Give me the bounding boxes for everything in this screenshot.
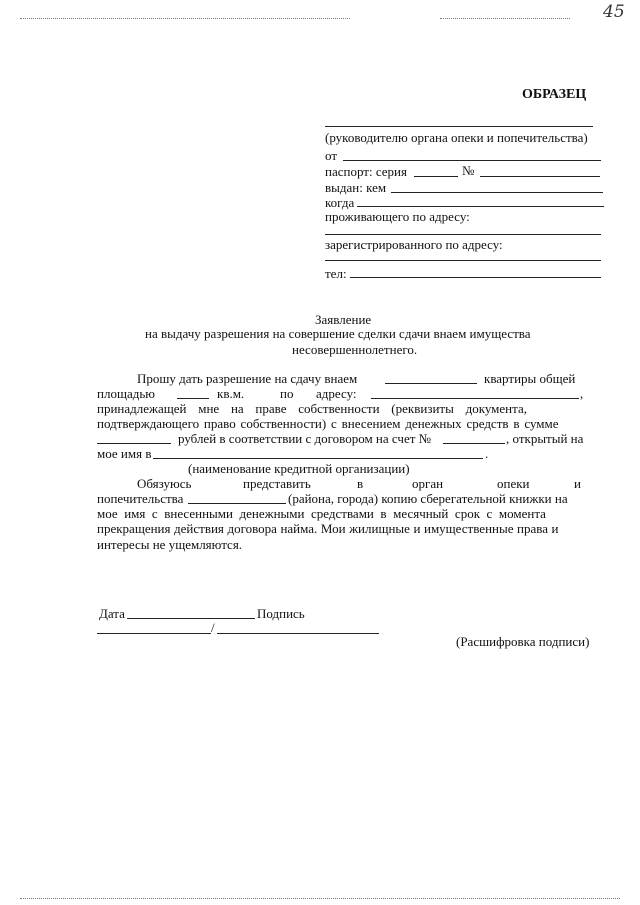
when-field (357, 206, 604, 207)
residing-address-label: проживающего по адресу: (325, 209, 470, 224)
area-label: площадью (97, 386, 155, 401)
document-title: Заявление (315, 312, 372, 327)
scan-artifact-top-right (440, 18, 570, 19)
bank-caption: (наименование кредитной организации) (188, 461, 410, 476)
signature-label: Подпись (257, 606, 305, 621)
document-subtitle-cont: несовершеннолетнего. (292, 342, 418, 357)
scan-artifact-top (20, 18, 350, 19)
signature-decode-caption: (Расшифровка подписи) (456, 634, 590, 649)
passport-label: паспорт: серия (325, 164, 407, 179)
area-field (177, 398, 209, 399)
obligation-word: орган (412, 476, 444, 491)
recipient-caption: (руководителю органа опеки и попечительства) (325, 130, 588, 145)
ownership-text: принадлежащей мне на праве собственности (реквизиты документа, (97, 401, 527, 416)
address-label: адресу: (316, 386, 357, 401)
guardianship-label: попечительства (97, 491, 184, 506)
passport-number-sign: № (462, 163, 475, 178)
district-field (188, 503, 286, 504)
obligation-text: прекращения действия договора найма. Мои жилищные и имущественные права и (97, 521, 559, 536)
when-label: когда (325, 195, 355, 210)
issued-by-label: выдан: кем (325, 180, 387, 195)
issued-by-field (391, 192, 603, 193)
signature-field (97, 633, 211, 634)
obligation-word: представить (243, 476, 311, 491)
from-field (343, 160, 601, 161)
signature-decode-field (217, 633, 379, 634)
from-label: от (325, 148, 338, 163)
obligation-word: Обязуюсь (137, 476, 192, 491)
obligation-text: интересы не ущемляются. (97, 537, 243, 552)
residing-address-field (325, 234, 601, 235)
bank-name-field (153, 458, 483, 459)
date-field (127, 618, 255, 619)
rent-object-field (385, 383, 477, 384)
recipient-line (325, 126, 593, 127)
phone-label: тел: (325, 266, 347, 281)
passport-series-field (414, 176, 458, 177)
obligation-word: в (357, 476, 364, 491)
property-address-field (371, 398, 579, 399)
request-text: квартиры общей (484, 371, 576, 386)
registered-address-field (325, 260, 601, 261)
request-text: Прошу дать разрешение на сдачу внаем (137, 371, 358, 386)
bank-label: мое имя в (97, 446, 152, 461)
ownership-text: подтверждающего право собственности) с внесением денежных средств в сумме (97, 416, 559, 431)
bank-dot: . (485, 446, 489, 461)
signature-slash: / (211, 620, 215, 635)
amount-field (97, 443, 171, 444)
date-label: Дата (99, 606, 125, 621)
phone-field (350, 277, 601, 278)
account-number-field (443, 443, 505, 444)
scan-artifact-bottom (20, 898, 620, 899)
page-number: 45 (603, 2, 625, 22)
obligation-text: (района, города) копию сберегательной книжки на (288, 491, 568, 506)
area-unit: кв.м. (217, 386, 245, 401)
obligation-word: опеки (497, 476, 530, 491)
address-comma: , (580, 386, 584, 401)
obligation-word: и (574, 476, 581, 491)
document-subtitle: на выдачу разрешения на совершение сделки сдачи внаем имущества (145, 326, 531, 341)
area-text: по (280, 386, 294, 401)
sample-label: ОБРАЗЕЦ (522, 87, 587, 102)
account-text: , открытый на (506, 431, 584, 446)
obligation-text: мое имя с внесенными денежными средствами в месячный срок с момента (97, 506, 546, 521)
amount-text: рублей в соответствии с договором на счет № (178, 431, 432, 446)
registered-address-label: зарегистрированного по адресу: (325, 237, 503, 252)
passport-number-field (480, 176, 600, 177)
